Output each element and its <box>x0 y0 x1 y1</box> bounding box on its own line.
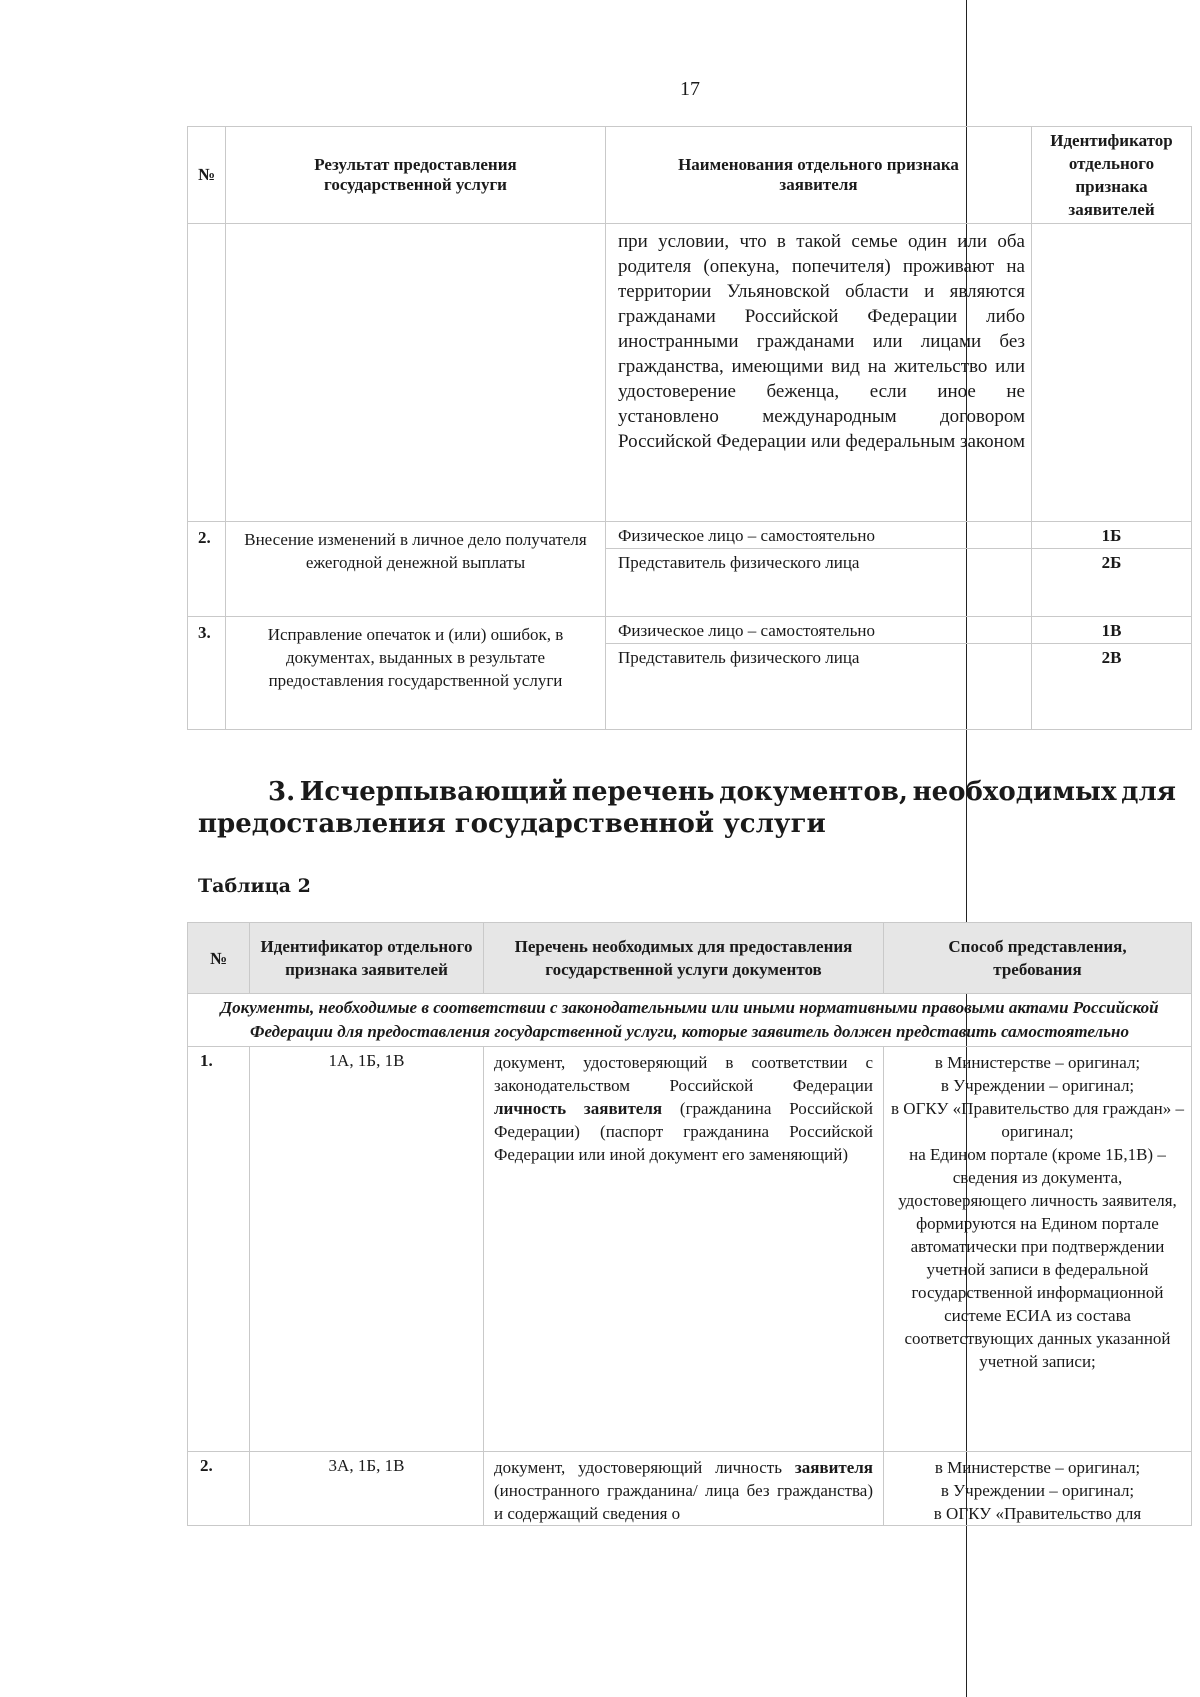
row-signs <box>606 617 1032 730</box>
page-number: 17 <box>680 78 700 100</box>
row-number: 2. <box>188 1452 250 1526</box>
row-number: 3. <box>188 617 226 730</box>
id-item: 2Б <box>1101 553 1122 572</box>
row-result: Внесение изменений в личное дело получателя ежегодной денежной выплаты <box>226 522 606 617</box>
method-item: в Министерстве – оригинал; <box>934 1053 1141 1072</box>
row-document: документ, удостоверяющий в соответствии с законодательством Российской Федерации личность заявителя (гражданина Российской Федерации) (паспорт гражданина Российской Федерации или иной документ его заменяющий) <box>484 1047 884 1452</box>
row-document: документ, удостоверяющий личность заявителя (иностранного гражданина/ лица без гражданства) и содержащий сведения о <box>484 1452 884 1526</box>
method-item: на Едином портале (кроме 1Б,1В) – сведения из документа, удостоверяющего личность заявителя, формируются на Едином портале автоматически при подтверждении учетной записи в федеральной государственной информационной системе ЕСИА из состава соответствующих данных указанной учетной записи; <box>898 1145 1177 1371</box>
header-number: № <box>188 127 226 224</box>
method-item: в Учреждении – оригинал; <box>940 1076 1135 1095</box>
section-heading-line1 <box>198 776 1176 808</box>
table-caption: Таблица 2 <box>198 875 311 897</box>
row-result: Исправление опечаток и (или) ошибок, в документах, выданных в результате предоставления государственной услуги <box>226 617 606 730</box>
table-header-row <box>188 127 1192 224</box>
row-number: 2. <box>188 522 226 617</box>
section-heading <box>198 776 1176 840</box>
header-documents: Перечень необходимых для предоставления государственной услуги документов <box>484 923 884 994</box>
method-item: в Министерстве – оригинал; <box>934 1458 1141 1477</box>
header-result: Результат предоставления государственной услуги <box>226 127 606 224</box>
continuation-text: при условии, что в такой семье один или оба родителя (опекуна, попечителя) проживают на территории Ульяновской области и являются гражданами Российской Федерации либо иностранными гражданами или лицами без гражданства, имеющими вид на жительство или удостоверение беженца, если иное не установлено международным договором Российской Федерации или федеральным законом <box>606 224 1032 522</box>
method-item: в ОГКУ «Правительство для <box>933 1504 1142 1523</box>
table-row <box>188 1452 1192 1526</box>
group-caption: Документы, необходимые в соответствии с законодательными или иными нормативными правовыми актами Российской Федерации для предоставления государственной услуги, которые заявитель должен представить самостоятельно <box>188 994 1192 1047</box>
sign-item: Физическое лицо – самостоятельно <box>606 522 1031 549</box>
heading-word: перечень <box>571 777 715 807</box>
row-signs <box>606 522 1032 617</box>
sign-item: Представитель физического лица <box>618 553 860 572</box>
row-ids: 3А, 1Б, 1В <box>250 1452 484 1526</box>
row-ids <box>1032 522 1192 617</box>
heading-word: необходимых <box>912 777 1117 807</box>
header-identifier: Идентификатор отдельного признака заявителей <box>1032 127 1192 224</box>
header-identifier: Идентификатор отдельного признака заявителей <box>250 923 484 994</box>
section-number: 3. <box>268 777 296 807</box>
row-method <box>884 1047 1192 1452</box>
id-item: 2В <box>1101 648 1122 667</box>
table-row-continuation <box>188 224 1192 522</box>
header-sign-name: Наименования отдельного признака заявителя <box>606 127 1032 224</box>
row-ids <box>1032 617 1192 730</box>
sign-item: Представитель физического лица <box>618 648 860 667</box>
row-number: 1. <box>188 1047 250 1452</box>
section-heading-line2: предоставления государственной услуги <box>198 809 826 839</box>
table-applicant-signs <box>187 126 1192 730</box>
table-documents <box>187 922 1192 1526</box>
header-number: № <box>188 923 250 994</box>
id-item: 1В <box>1032 617 1191 644</box>
id-item: 1Б <box>1032 522 1191 549</box>
method-item: в ОГКУ «Правительство для граждан» – оригинал; <box>891 1099 1184 1141</box>
doc-emphasis: заявителя <box>794 1458 873 1477</box>
row-method <box>884 1452 1192 1526</box>
doc-emphasis: личность заявителя <box>494 1099 663 1118</box>
heading-word: Исчерпывающий <box>299 777 568 807</box>
table-row <box>188 522 1192 617</box>
heading-word: для <box>1121 777 1176 807</box>
table-row <box>188 617 1192 730</box>
table-header-row <box>188 923 1192 994</box>
header-method: Способ представления, требования <box>884 923 1192 994</box>
table-row <box>188 1047 1192 1452</box>
method-item: в Учреждении – оригинал; <box>940 1481 1135 1500</box>
group-caption-row <box>188 994 1192 1047</box>
sign-item: Физическое лицо – самостоятельно <box>606 617 1031 644</box>
row-ids: 1А, 1Б, 1В <box>250 1047 484 1452</box>
heading-word: документов, <box>719 777 908 807</box>
